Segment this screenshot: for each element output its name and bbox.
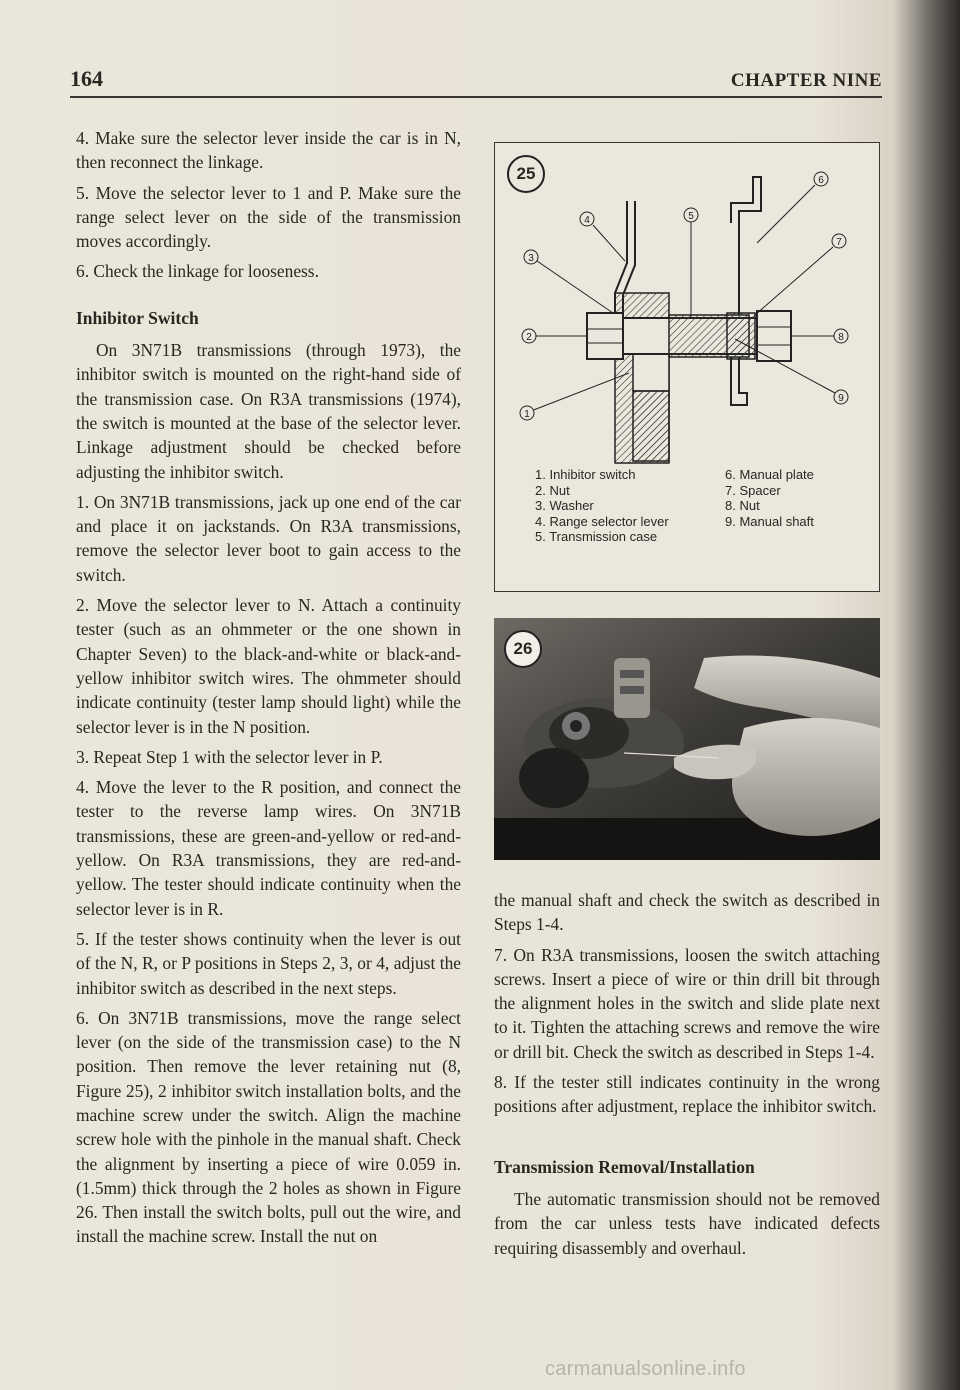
site-watermark: carmanualsonline.info	[545, 1358, 746, 1380]
callout-3: 3	[528, 253, 534, 264]
legend-item: 3. Washer	[535, 498, 594, 513]
step-6-paragraph: 6. Check the linkage for looseness.	[76, 261, 319, 282]
legend-item: 5. Transmission case	[535, 529, 658, 544]
chapter-title: CHAPTER NINE	[730, 70, 882, 91]
left-column	[76, 126, 461, 1255]
procedure-step-1: 1. On 3N71B transmissions, jack up one end of the car and place it on jackstands. On R3A transmissions, remove the selector lever boot to gain access to the switch.	[76, 491, 461, 585]
procedure-step-6: 6. On 3N71B transmissions, move the range select lever (on the side of the transmission case) to the N position. Then remove the lever retaining nut (8, Figure 25), 2 inhibitor switch installation bolts, and the machine screw under the switch. Align the machine screw hole with the pinhole in the manual shaft. Check the alignment by inserting a piece of wire 0.059 in. (1.5mm) thick through the 2 holes as shown in Figure 26. Then install the switch bolts, pull out the wire, and install the machine screw. Install the nut on	[76, 1007, 461, 1247]
procedure-step-7: 7. On R3A transmissions, loosen the switch attaching screws. Insert a piece of wire or thin drill bit through the alignment holes in the switch and slide plate next to it. Tighten the attaching screws and remove the wire or drill bit. Check the switch as described in Steps 1-4.	[494, 944, 880, 1062]
procedure-step-2: 2. Move the selector lever to N. Attach a continuity tester (such as an ohmmeter or the one shown in Chapter Seven) to the black-and-white or black-and-yellow inhibitor switch wires. The ohmmeter should indicate continuity (tester lamp should light) while the selector lever is in the N position.	[76, 595, 461, 737]
right-column	[494, 888, 880, 1266]
callout-7: 7	[836, 237, 842, 248]
continuation-paragraph: the manual shaft and check the switch as described in Steps 1-4.	[494, 890, 880, 935]
callout-4: 4	[584, 215, 590, 226]
legend-item: 2. Nut	[535, 482, 570, 498]
page-number: 164	[70, 66, 103, 91]
legend-item: 4. Range selector lever	[535, 513, 669, 529]
legend-item: 9. Manual shaft	[725, 513, 814, 529]
callout-2: 2	[526, 332, 532, 343]
step-4-paragraph: 4. Make sure the selector lever inside the car is in N, then reconnect the linkage.	[76, 128, 461, 173]
procedure-step-8: 8. If the tester still indicates continuity in the wrong positions after adjustment, replace the inhibitor switch.	[494, 1072, 880, 1117]
page-header	[70, 66, 882, 98]
legend-left-column	[535, 467, 669, 545]
section-heading-inhibitor-switch: Inhibitor Switch	[76, 307, 199, 328]
intro-paragraph: On 3N71B transmissions (through 1973), the inhibitor switch is mounted on the right-hand side of the transmission case. On R3A transmissions (1974), the switch is mounted at the base of the selector lever. Linkage adjustment should be checked before adjusting the inhibitor switch.	[76, 340, 461, 482]
legend-item: 8. Nut	[725, 498, 760, 513]
callout-1: 1	[524, 409, 530, 420]
procedure-step-5: 5. If the tester shows continuity when the lever is out of the N, R, or P positions in Steps 2, 3, or 4, adjust the inhibitor switch as described in the next steps.	[76, 928, 461, 998]
callout-5: 5	[688, 211, 694, 222]
legend-item: 1. Inhibitor switch	[535, 467, 636, 482]
removal-intro-paragraph: The automatic transmission should not be removed from the car unless tests have indicated defects requiring disassembly and overhaul.	[494, 1188, 880, 1258]
section-heading-transmission-removal: Transmission Removal/Installation	[494, 1156, 755, 1177]
legend-item: 6. Manual plate	[725, 467, 814, 482]
step-5-paragraph: 5. Move the selector lever to 1 and P. Make sure the range select lever on the side of the transmission moves accordingly.	[76, 182, 461, 252]
callout-9: 9	[838, 393, 844, 404]
alignment-photo-illustration	[494, 618, 880, 860]
legend-right-column	[725, 467, 814, 529]
procedure-step-3: 3. Repeat Step 1 with the selector lever in P.	[76, 746, 383, 767]
legend-item: 7. Spacer	[725, 482, 781, 498]
callout-6: 6	[818, 175, 824, 186]
procedure-step-4: 4. Move the lever to the R position, and connect the tester to the reverse lamp wires. On 3N71B transmissions, these are green-and-yellow or red-and-yellow. On R3A transmissions, they are red-and-yellow. The tester should indicate continuity when the selector lever is in R.	[76, 777, 461, 919]
callout-8: 8	[838, 332, 844, 343]
figure-25-badge: 25	[507, 155, 545, 193]
figure-25-diagram	[494, 142, 880, 592]
figure-26-badge: 26	[504, 630, 542, 668]
figure-26-photo	[494, 618, 880, 860]
